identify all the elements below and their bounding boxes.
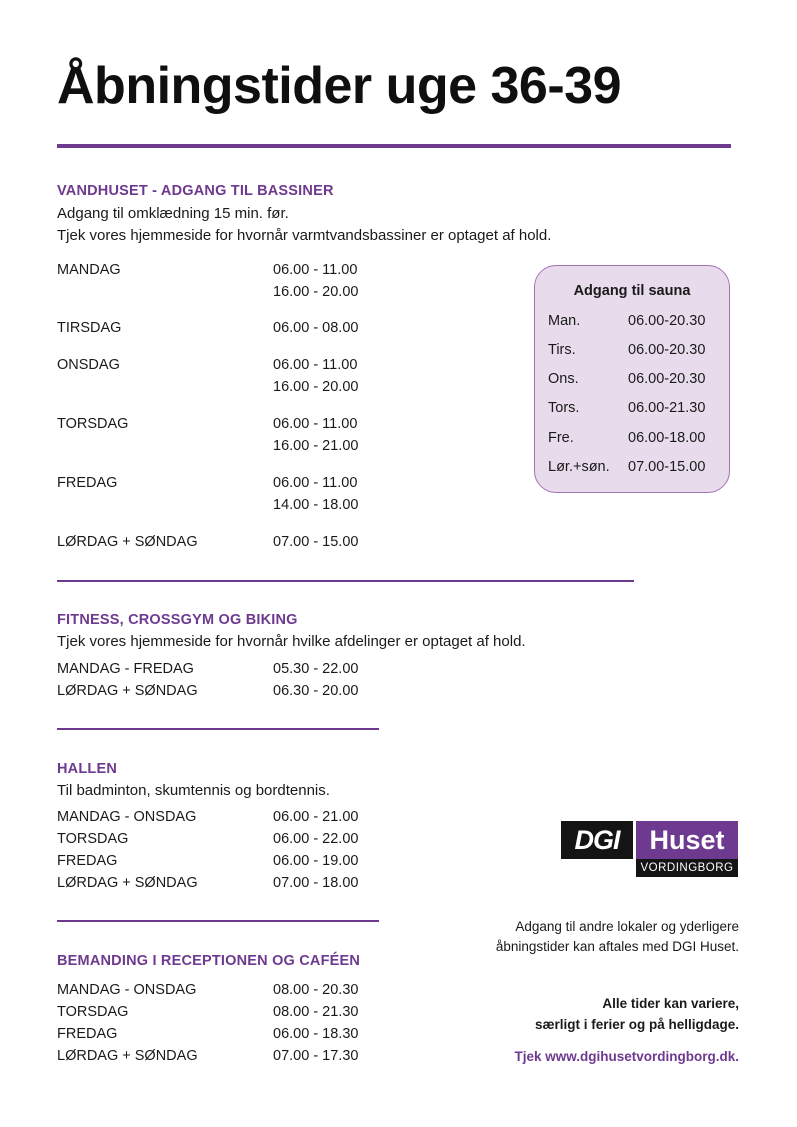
- sauna-day: Tirs.: [548, 342, 576, 358]
- schedule-day: MANDAG - ONSDAG: [57, 809, 197, 825]
- schedule-day: LØRDAG + SØNDAG: [57, 534, 198, 550]
- sauna-day: Lør.+søn.: [548, 459, 610, 475]
- section-divider: [57, 728, 379, 730]
- schedule-day: MANDAG - FREDAG: [57, 661, 194, 677]
- schedule-time: 06.00 - 22.00: [273, 831, 359, 847]
- dgi-huset-logo: [561, 821, 738, 877]
- schedule-time: 06.00 - 11.00: [273, 262, 358, 278]
- schedule-day: LØRDAG + SØNDAG: [57, 683, 198, 699]
- section-divider: [57, 920, 379, 922]
- notice-text-2: særligt i ferier og på helligdage.: [534, 1017, 739, 1032]
- website-link[interactable]: Tjek www.dgihusetvordingborg.dk.: [514, 1049, 739, 1064]
- vandhuset-heading: VANDHUSET - ADGANG TIL BASSINER: [57, 183, 334, 199]
- schedule-time: 07.00 - 17.30: [273, 1048, 359, 1064]
- schedule-time: 08.00 - 20.30: [273, 982, 359, 998]
- hallen-heading: HALLEN: [57, 761, 118, 777]
- fitness-heading: FITNESS, CROSSGYM OG BIKING: [57, 612, 298, 628]
- title-divider: [57, 144, 731, 148]
- schedule-time: 07.00 - 18.00: [273, 875, 359, 891]
- sauna-time: 06.00-21.30: [628, 400, 706, 416]
- sauna-time: 06.00-20.30: [628, 342, 706, 358]
- vandhuset-note-2: Tjek vores hjemmeside for hvornår varmtvandsbassiner er optaget af hold.: [57, 227, 552, 244]
- schedule-day: LØRDAG + SØNDAG: [57, 1048, 198, 1064]
- schedule-time: 08.00 - 21.30: [273, 1004, 359, 1020]
- schedule-time: 06.00 - 18.30: [273, 1026, 359, 1042]
- schedule-time: 14.00 - 18.00: [273, 497, 359, 513]
- schedule-time: 16.00 - 21.00: [273, 438, 359, 454]
- info-text-1: Adgang til andre lokaler og yderligere: [515, 919, 739, 934]
- reception-schedule: [57, 982, 477, 1070]
- sauna-time: 07.00-15.00: [628, 459, 706, 475]
- sauna-time: 06.00-18.00: [628, 430, 706, 446]
- schedule-day: FREDAG: [57, 853, 118, 869]
- vandhuset-schedule: [57, 262, 477, 552]
- sauna-time: 06.00-20.30: [628, 313, 706, 329]
- schedule-day: TORSDAG: [57, 831, 129, 847]
- schedule-time: 16.00 - 20.00: [273, 379, 359, 395]
- sauna-title: Adgang til sauna: [573, 283, 691, 299]
- logo-dgi-mark: DGI: [561, 821, 633, 859]
- schedule-day: FREDAG: [57, 1026, 118, 1042]
- sauna-day: Fre.: [548, 430, 574, 446]
- hallen-note: Til badminton, skumtennis og bordtennis.: [57, 782, 330, 799]
- info-text-2: åbningstider kan aftales med DGI Huset.: [495, 939, 739, 954]
- schedule-day: TIRSDAG: [57, 320, 122, 336]
- schedule-day: FREDAG: [57, 475, 118, 491]
- schedule-time: 06.00 - 08.00: [273, 320, 359, 336]
- page-title: Åbningstider uge 36-39: [57, 57, 621, 115]
- schedule-time: 06.00 - 21.00: [273, 809, 359, 825]
- section-divider: [57, 580, 634, 582]
- schedule-time: 06.30 - 20.00: [273, 683, 359, 699]
- sauna-box: [534, 265, 730, 493]
- schedule-time: 06.00 - 11.00: [273, 357, 358, 373]
- schedule-time: 06.00 - 19.00: [273, 853, 359, 869]
- notice-text-1: Alle tider kan variere,: [602, 996, 739, 1011]
- hallen-schedule: [57, 809, 477, 897]
- fitness-schedule: [57, 661, 477, 705]
- schedule-day: ONSDAG: [57, 357, 120, 373]
- logo-location: VORDINGBORG: [636, 859, 738, 877]
- schedule-time: 16.00 - 20.00: [273, 284, 359, 300]
- logo-huset-mark: Huset: [636, 821, 738, 859]
- schedule-time: 06.00 - 11.00: [273, 475, 358, 491]
- vandhuset-note-1: Adgang til omklædning 15 min. før.: [57, 205, 289, 222]
- schedule-day: TORSDAG: [57, 416, 129, 432]
- schedule-day: MANDAG - ONSDAG: [57, 982, 197, 998]
- fitness-note: Tjek vores hjemmeside for hvornår hvilke afdelinger er optaget af hold.: [57, 633, 526, 650]
- sauna-time: 06.00-20.30: [628, 371, 706, 387]
- schedule-time: 06.00 - 11.00: [273, 416, 358, 432]
- schedule-day: LØRDAG + SØNDAG: [57, 875, 198, 891]
- sauna-day: Man.: [548, 313, 581, 329]
- schedule-day: TORSDAG: [57, 1004, 129, 1020]
- schedule-time: 07.00 - 15.00: [273, 534, 359, 550]
- reception-heading: BEMANDING I RECEPTIONEN OG CAFÉEN: [57, 953, 361, 969]
- sauna-day: Ons.: [548, 371, 579, 387]
- schedule-time: 05.30 - 22.00: [273, 661, 359, 677]
- schedule-day: MANDAG: [57, 262, 121, 278]
- sauna-day: Tors.: [548, 400, 580, 416]
